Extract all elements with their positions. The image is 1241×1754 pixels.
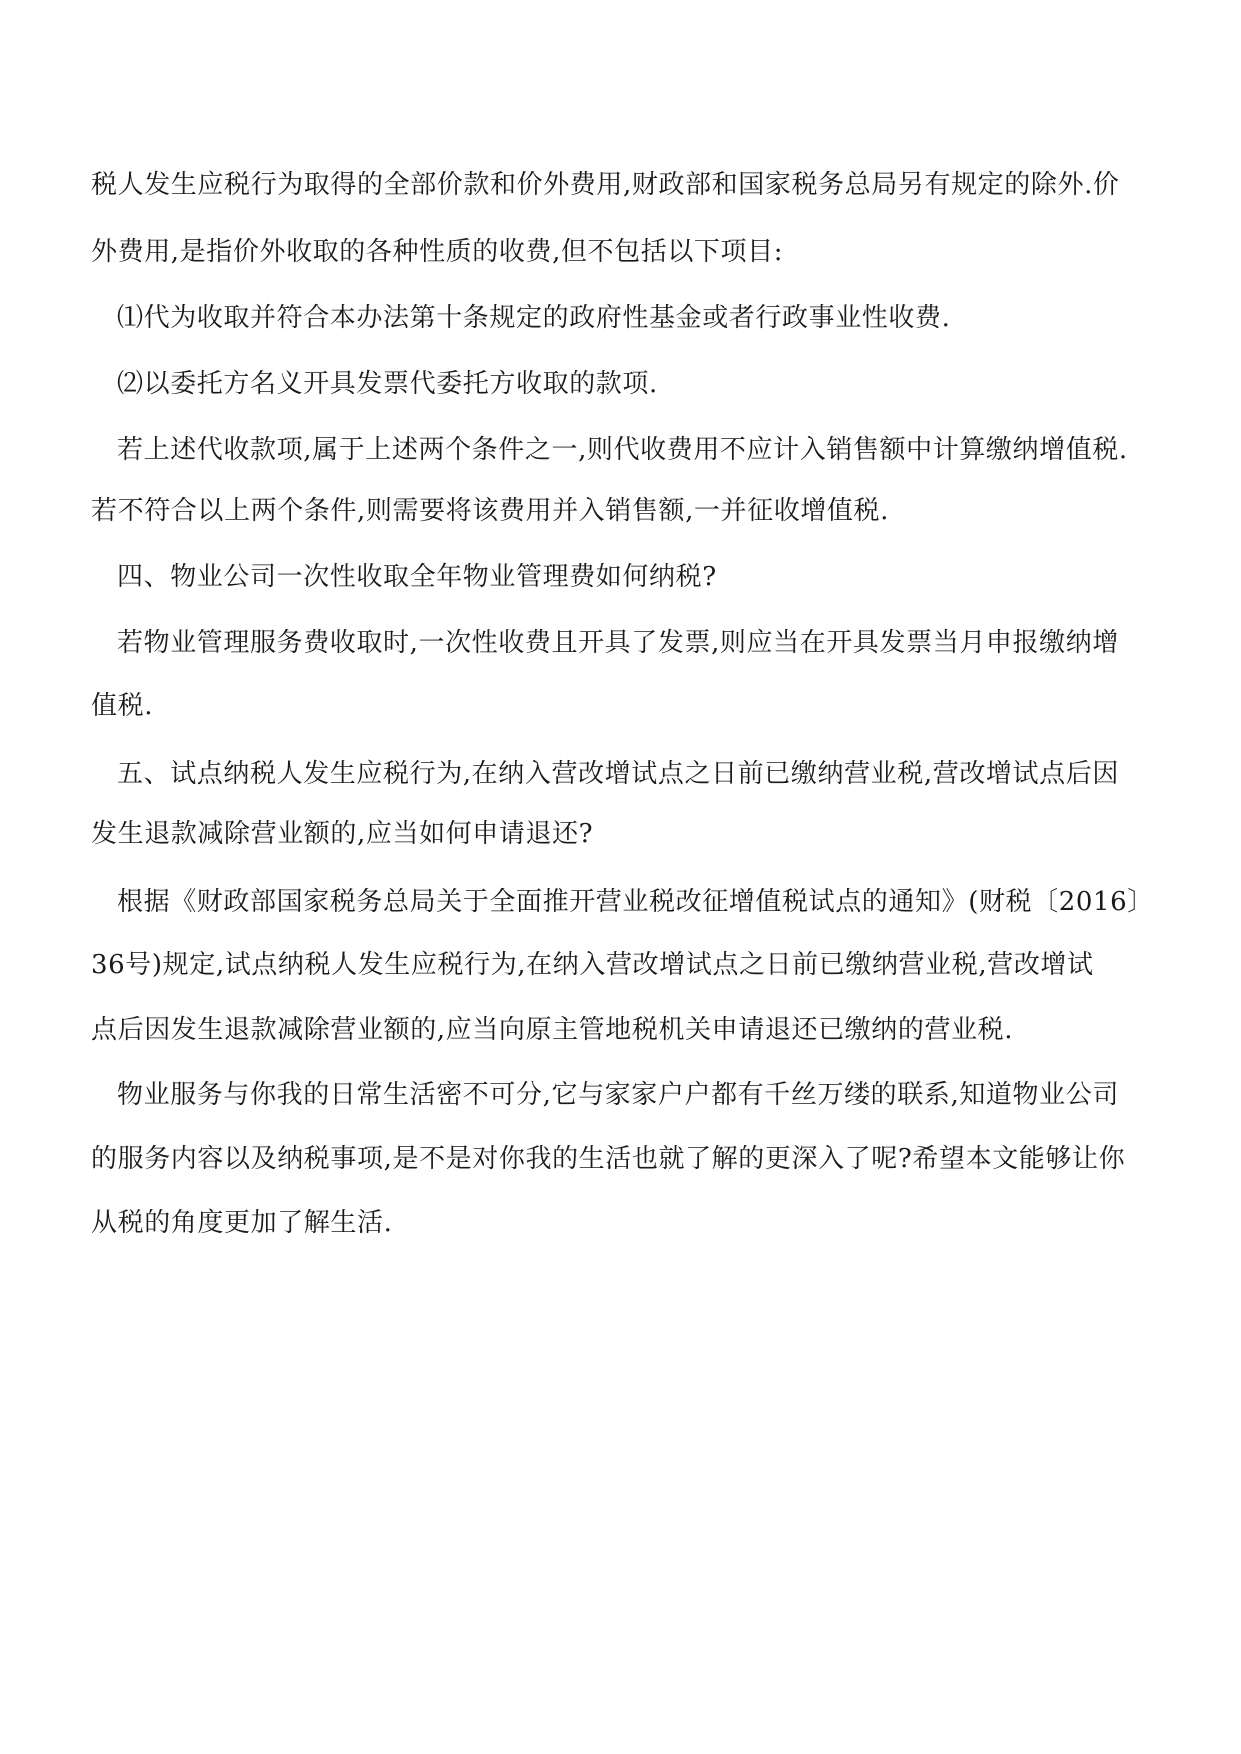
body-text-line: 物业服务与你我的日常生活密不可分,它与家家户户都有千丝万缕的联系,知道物业公司 [117, 1080, 1119, 1110]
body-text-line: 若不符合以上两个条件,则需要将该费用并入销售额,一并征收增值税. [91, 496, 889, 526]
list-item-1: ⑴代为收取并符合本办法第十条规定的政府性基金或者行政事业性收费. [117, 303, 951, 333]
body-text-line: 的服务内容以及纳税事项,是不是对你我的生活也就了解的更深入了呢?希望本文能够让你 [91, 1144, 1126, 1174]
section-heading-5: 五、试点纳税人发生应税行为,在纳入营改增试点之日前已缴纳营业税,营改增试点后因 [117, 759, 1119, 789]
body-text-line: 值税. [91, 691, 154, 721]
body-text-line: 点后因发生退款减除营业额的,应当向原主管地税机关申请退还已缴纳的营业税. [91, 1015, 1014, 1045]
body-text-line: 根据《财政部国家税务总局关于全面推开营业税改征增值税试点的通知》(财税〔2016〕 [117, 887, 1154, 917]
section-heading-5-cont: 发生退款减除营业额的,应当如何申请退还? [91, 819, 594, 849]
body-text-line: 从税的角度更加了解生活. [91, 1208, 393, 1238]
body-text-line: 税人发生应税行为取得的全部价款和价外费用,财政部和国家税务总局另有规定的除外.价 [91, 170, 1120, 200]
body-text-line: 36号)规定,试点纳税人发生应税行为,在纳入营改增试点之日前已缴纳营业税,营改增试 [91, 950, 1094, 980]
body-text-line: 若物业管理服务费收取时,一次性收费且开具了发票,则应当在开具发票当月申报缴纳增 [117, 628, 1119, 658]
section-heading-4: 四、物业公司一次性收取全年物业管理费如何纳税? [117, 562, 717, 592]
list-item-2: ⑵以委托方名义开具发票代委托方收取的款项. [117, 369, 658, 399]
body-text-line: 外费用,是指价外收取的各种性质的收费,但不包括以下项目: [91, 237, 784, 267]
body-text-line: 若上述代收款项,属于上述两个条件之一,则代收费用不应计入销售额中计算缴纳增值税. [117, 435, 1128, 465]
